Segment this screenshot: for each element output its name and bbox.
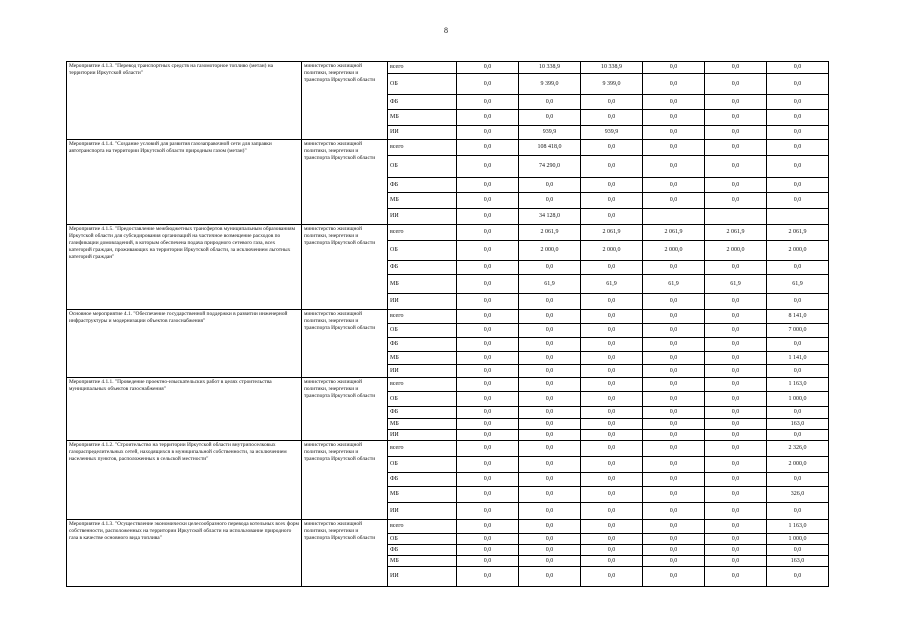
amount-cell: 0,0 [705, 140, 767, 156]
funding-source: всего [388, 225, 457, 241]
amount-cell: 0,0 [705, 338, 767, 352]
amount-cell: 0,0 [643, 62, 705, 74]
amount-cell: 0,0 [643, 503, 705, 520]
funding-source: МБ [388, 556, 457, 567]
amount-cell: 0,0 [705, 110, 767, 126]
amount-cell: 0,0 [767, 430, 829, 441]
amount-cell: 0,0 [767, 126, 829, 140]
amount-cell: 0,0 [581, 209, 643, 225]
amount-cell: 0,0 [705, 556, 767, 567]
amount-cell: 0,0 [705, 487, 767, 503]
funding-source: МБ [388, 419, 457, 430]
amount-cell: 0,0 [457, 378, 519, 392]
amount-cell: 0,0 [767, 338, 829, 352]
funding-source: МБ [388, 487, 457, 503]
amount-cell: 0,0 [705, 365, 767, 378]
amount-cell: 2 061,9 [767, 225, 829, 241]
amount-cell: 9 399,0 [581, 74, 643, 95]
amount-cell: 0,0 [705, 503, 767, 520]
responsible-executor: министерство жилищной политики, энергетики и транспорта Иркутской области [302, 225, 388, 310]
amount-cell: 0,0 [519, 441, 581, 457]
funding-source: всего [388, 140, 457, 156]
responsible-executor: министерство жилищной политики, энергетики и транспорта Иркутской области [302, 62, 388, 140]
amount-cell: 0,0 [705, 156, 767, 178]
amount-cell: 1 163,0 [767, 378, 829, 392]
amount-cell: 0,0 [643, 487, 705, 503]
amount-cell: 0,0 [705, 567, 767, 587]
amount-cell: 0,0 [581, 352, 643, 365]
amount-cell: 0,0 [581, 503, 643, 520]
amount-cell: 0,0 [457, 473, 519, 487]
funding-source: ИИ [388, 430, 457, 441]
amount-cell: 0,0 [457, 74, 519, 95]
amount-cell: 0,0 [643, 441, 705, 457]
funding-source: ОБ [388, 457, 457, 473]
amount-cell: 2 061,9 [519, 225, 581, 241]
funding-source: ОБ [388, 392, 457, 407]
amount-cell: 0,0 [457, 503, 519, 520]
amount-cell: 1 000,0 [767, 392, 829, 407]
amount-cell: 0,0 [767, 545, 829, 556]
table-row [67, 520, 829, 534]
table-row [67, 140, 829, 156]
amount-cell: 0,0 [705, 178, 767, 193]
amount-cell: 0,0 [767, 140, 829, 156]
table-row [67, 441, 829, 457]
amount-cell: 939,9 [519, 126, 581, 140]
amount-cell: 0,0 [767, 473, 829, 487]
funding-source: ФБ [388, 407, 457, 419]
funding-source: ИИ [388, 126, 457, 140]
amount-cell: 163,0 [767, 556, 829, 567]
amount-cell: 0,0 [581, 338, 643, 352]
amount-cell: 10 338,9 [519, 62, 581, 74]
amount-cell: 2 000,0 [643, 241, 705, 261]
amount-cell: 61,9 [767, 275, 829, 294]
amount-cell: 0,0 [705, 407, 767, 419]
amount-cell: 0,0 [643, 261, 705, 275]
amount-cell: 0,0 [581, 473, 643, 487]
amount-cell: 0,0 [519, 378, 581, 392]
amount-cell: 0,0 [457, 567, 519, 587]
funding-source: ИИ [388, 567, 457, 587]
amount-cell: 0,0 [767, 95, 829, 110]
amount-cell: 0,0 [581, 430, 643, 441]
funding-source: ФБ [388, 261, 457, 275]
amount-cell: 0,0 [643, 178, 705, 193]
table-row [67, 225, 829, 241]
amount-cell: 0,0 [581, 407, 643, 419]
amount-cell: 0,0 [519, 487, 581, 503]
table-row [67, 378, 829, 392]
table-body [67, 62, 829, 587]
amount-cell: 108 418,0 [519, 140, 581, 156]
amount-cell: 0,0 [457, 62, 519, 74]
funding-source: всего [388, 520, 457, 534]
amount-cell: 0,0 [581, 487, 643, 503]
amount-cell: 0,0 [705, 324, 767, 338]
responsible-executor: министерство жилищной политики, энергетики и транспорта Иркутской области [302, 378, 388, 441]
amount-cell: 0,0 [643, 140, 705, 156]
amount-cell: 2 000,0 [767, 241, 829, 261]
amount-cell: 61,9 [643, 275, 705, 294]
funding-source: ФБ [388, 545, 457, 556]
amount-cell: 1 000,0 [767, 534, 829, 545]
amount-cell: 0,0 [767, 294, 829, 310]
funding-source: ИИ [388, 365, 457, 378]
amount-cell: 2 061,9 [581, 225, 643, 241]
amount-cell: 0,0 [643, 352, 705, 365]
amount-cell: 0,0 [705, 473, 767, 487]
funding-source: всего [388, 310, 457, 324]
amount-cell: 0,0 [581, 324, 643, 338]
amount-cell: 0,0 [519, 503, 581, 520]
amount-cell: 0,0 [581, 567, 643, 587]
amount-cell: 0,0 [457, 534, 519, 545]
amount-cell: 0,0 [457, 545, 519, 556]
amount-cell: 0,0 [643, 110, 705, 126]
amount-cell: 2 061,9 [643, 225, 705, 241]
amount-cell [705, 209, 767, 225]
amount-cell: 0,0 [457, 261, 519, 275]
amount-cell: 0,0 [581, 545, 643, 556]
amount-cell: 10 338,9 [581, 62, 643, 74]
amount-cell: 0,0 [519, 261, 581, 275]
amount-cell: 0,0 [767, 567, 829, 587]
amount-cell: 0,0 [643, 419, 705, 430]
amount-cell: 0,0 [705, 294, 767, 310]
funding-source: ОБ [388, 156, 457, 178]
amount-cell: 0,0 [705, 534, 767, 545]
amount-cell: 0,0 [519, 294, 581, 310]
funding-source: ФБ [388, 338, 457, 352]
amount-cell: 0,0 [457, 209, 519, 225]
measure-description: Мероприятие 4.1.4. "Создание условий для развития газозаправочной сети для заправки автотранспорта на территории Иркутской области природным газом (метан)" [67, 140, 302, 225]
amount-cell: 0,0 [705, 310, 767, 324]
amount-cell: 0,0 [705, 419, 767, 430]
amount-cell: 0,0 [519, 178, 581, 193]
amount-cell: 61,9 [581, 275, 643, 294]
amount-cell: 0,0 [767, 110, 829, 126]
amount-cell: 61,9 [519, 275, 581, 294]
amount-cell: 0,0 [457, 193, 519, 209]
measure-description: Мероприятие 4.1.3. "Осуществление экономически целесообразного перевода котельных всех форм собственности, расположенных на территории Иркутской области на использование природного газа в качестве основного вида топлива" [67, 520, 302, 587]
amount-cell: 8 141,0 [767, 310, 829, 324]
amount-cell: 0,0 [457, 275, 519, 294]
amount-cell: 326,0 [767, 487, 829, 503]
funding-source: всего [388, 441, 457, 457]
amount-cell: 34 128,0 [519, 209, 581, 225]
amount-cell: 0,0 [457, 178, 519, 193]
amount-cell: 0,0 [705, 95, 767, 110]
amount-cell: 0,0 [581, 378, 643, 392]
amount-cell: 0,0 [705, 430, 767, 441]
amount-cell: 0,0 [643, 545, 705, 556]
amount-cell: 0,0 [767, 156, 829, 178]
amount-cell: 0,0 [705, 378, 767, 392]
amount-cell: 0,0 [643, 534, 705, 545]
amount-cell: 0,0 [457, 324, 519, 338]
amount-cell: 0,0 [457, 294, 519, 310]
amount-cell: 0,0 [457, 556, 519, 567]
amount-cell: 0,0 [581, 95, 643, 110]
funding-source: всего [388, 378, 457, 392]
measure-description: Основное мероприятие 4.1. "Обеспечение государственной поддержки в развитии инженерной инфраструктуры и модернизации объектов газоснабжения" [67, 310, 302, 378]
amount-cell: 0,0 [705, 520, 767, 534]
funding-source: ОБ [388, 324, 457, 338]
funding-source: всего [388, 62, 457, 74]
amount-cell: 0,0 [519, 534, 581, 545]
amount-cell: 7 000,0 [767, 324, 829, 338]
amount-cell: 2 000,0 [767, 457, 829, 473]
amount-cell: 0,0 [643, 156, 705, 178]
responsible-executor: министерство жилищной политики, энергетики и транспорта Иркутской области [302, 441, 388, 520]
amount-cell: 0,0 [643, 193, 705, 209]
amount-cell: 0,0 [705, 545, 767, 556]
funding-source: МБ [388, 275, 457, 294]
amount-cell: 0,0 [581, 419, 643, 430]
amount-cell: 1 141,0 [767, 352, 829, 365]
amount-cell: 0,0 [519, 352, 581, 365]
funding-source: МБ [388, 110, 457, 126]
amount-cell: 2 326,0 [767, 441, 829, 457]
amount-cell: 0,0 [705, 392, 767, 407]
amount-cell: 0,0 [581, 441, 643, 457]
amount-cell: 0,0 [581, 310, 643, 324]
amount-cell: 0,0 [643, 556, 705, 567]
amount-cell: 0,0 [519, 110, 581, 126]
amount-cell: 0,0 [643, 95, 705, 110]
amount-cell: 61,9 [705, 275, 767, 294]
amount-cell: 0,0 [457, 95, 519, 110]
amount-cell: 0,0 [767, 74, 829, 95]
amount-cell: 0,0 [519, 392, 581, 407]
amount-cell: 0,0 [457, 140, 519, 156]
amount-cell: 0,0 [581, 178, 643, 193]
amount-cell: 0,0 [519, 324, 581, 338]
amount-cell: 0,0 [767, 261, 829, 275]
amount-cell: 0,0 [705, 193, 767, 209]
measure-description: Мероприятие 4.1.5. "Предоставление межбюджетных трансфертов муниципальным образованиям Иркутской области для субсидирования организаций на частичное возмещение расходов по газификации домовладений, в которым обеспечена подача природного сетевого газа, всех категорий граждан, проживающих на территории Иркутской области, за исключением льготных категорий граждан" [67, 225, 302, 310]
amount-cell: 0,0 [519, 407, 581, 419]
amount-cell: 0,0 [581, 110, 643, 126]
funding-source: МБ [388, 352, 457, 365]
amount-cell: 9 399,0 [519, 74, 581, 95]
amount-cell: 0,0 [581, 365, 643, 378]
amount-cell: 0,0 [519, 473, 581, 487]
amount-cell: 0,0 [457, 225, 519, 241]
amount-cell: 0,0 [519, 520, 581, 534]
amount-cell: 0,0 [643, 324, 705, 338]
amount-cell: 0,0 [767, 365, 829, 378]
responsible-executor: министерство жилищной политики, энергетики и транспорта Иркутской области [302, 310, 388, 378]
amount-cell: 0,0 [581, 193, 643, 209]
amount-cell: 0,0 [519, 567, 581, 587]
amount-cell: 0,0 [519, 545, 581, 556]
amount-cell: 0,0 [581, 294, 643, 310]
amount-cell: 0,0 [643, 338, 705, 352]
funding-source: ИИ [388, 503, 457, 520]
amount-cell: 0,0 [581, 392, 643, 407]
amount-cell: 0,0 [519, 365, 581, 378]
amount-cell: 0,0 [705, 261, 767, 275]
amount-cell: 0,0 [457, 487, 519, 503]
amount-cell: 939,9 [581, 126, 643, 140]
amount-cell: 0,0 [581, 520, 643, 534]
amount-cell: 0,0 [767, 407, 829, 419]
budget-table [66, 61, 829, 587]
amount-cell: 0,0 [705, 441, 767, 457]
funding-source: ОБ [388, 241, 457, 261]
amount-cell: 0,0 [643, 310, 705, 324]
amount-cell: 0,0 [705, 62, 767, 74]
amount-cell: 1 163,0 [767, 520, 829, 534]
amount-cell: 0,0 [519, 419, 581, 430]
amount-cell: 0,0 [643, 126, 705, 140]
amount-cell: 0,0 [457, 430, 519, 441]
amount-cell: 0,0 [767, 193, 829, 209]
amount-cell: 0,0 [581, 261, 643, 275]
amount-cell: 0,0 [457, 392, 519, 407]
amount-cell: 0,0 [643, 457, 705, 473]
amount-cell: 2 000,0 [581, 241, 643, 261]
amount-cell: 0,0 [457, 352, 519, 365]
funding-source: ФБ [388, 473, 457, 487]
amount-cell: 0,0 [643, 567, 705, 587]
measure-description: Мероприятие 4.1.3. "Перевод транспортных средств на газомоторное топливо (метан) на территории Иркутской области" [67, 62, 302, 140]
amount-cell: 0,0 [457, 407, 519, 419]
amount-cell: 0,0 [457, 126, 519, 140]
amount-cell: 0,0 [705, 126, 767, 140]
amount-cell: 0,0 [519, 95, 581, 110]
funding-source: ОБ [388, 534, 457, 545]
amount-cell: 2 061,9 [705, 225, 767, 241]
amount-cell: 0,0 [519, 338, 581, 352]
amount-cell: 0,0 [457, 457, 519, 473]
amount-cell: 0,0 [581, 556, 643, 567]
amount-cell: 0,0 [643, 392, 705, 407]
amount-cell: 0,0 [767, 503, 829, 520]
amount-cell: 0,0 [643, 430, 705, 441]
measure-description: Мероприятие 4.1.2. "Строительство на территории Иркутской области внутрипоселковых газораспределительных сетей, находящихся в муниципальной собственности, за исключением населенных пунктов, расположенных в сельской местности" [67, 441, 302, 520]
funding-source: МБ [388, 193, 457, 209]
amount-cell: 0,0 [519, 457, 581, 473]
funding-source: ФБ [388, 95, 457, 110]
responsible-executor: министерство жилищной политики, энергетики и транспорта Иркутской области [302, 140, 388, 225]
amount-cell: 0,0 [581, 140, 643, 156]
amount-cell: 0,0 [767, 62, 829, 74]
table-row [67, 62, 829, 74]
page-number: 8 [444, 26, 448, 35]
amount-cell: 2 000,0 [519, 241, 581, 261]
amount-cell: 0,0 [457, 419, 519, 430]
amount-cell: 0,0 [457, 110, 519, 126]
amount-cell: 2 000,0 [705, 241, 767, 261]
amount-cell: 0,0 [643, 520, 705, 534]
funding-source: ИИ [388, 294, 457, 310]
amount-cell: 0,0 [643, 294, 705, 310]
amount-cell: 0,0 [581, 534, 643, 545]
amount-cell: 0,0 [643, 74, 705, 95]
amount-cell: 0,0 [457, 310, 519, 324]
amount-cell: 0,0 [643, 365, 705, 378]
amount-cell: 0,0 [705, 457, 767, 473]
funding-source: ИИ [388, 209, 457, 225]
amount-cell: 0,0 [705, 74, 767, 95]
amount-cell: 0,0 [643, 473, 705, 487]
amount-cell [643, 209, 705, 225]
amount-cell: 163,0 [767, 419, 829, 430]
amount-cell: 0,0 [457, 156, 519, 178]
amount-cell: 0,0 [457, 338, 519, 352]
responsible-executor: министерство жилищной политики, энергетики и транспорта Иркутской области [302, 520, 388, 587]
amount-cell: 0,0 [457, 365, 519, 378]
table-row [67, 310, 829, 324]
amount-cell: 0,0 [519, 430, 581, 441]
amount-cell: 0,0 [457, 520, 519, 534]
amount-cell: 0,0 [519, 310, 581, 324]
amount-cell: 0,0 [457, 241, 519, 261]
measure-description: Мероприятие 4.1.1. "Проведение проектно-изыскательских работ в целях строительства муниципальных объектов газоснабжения" [67, 378, 302, 441]
amount-cell: 0,0 [519, 193, 581, 209]
amount-cell: 0,0 [705, 352, 767, 365]
amount-cell: 0,0 [581, 457, 643, 473]
amount-cell: 0,0 [643, 378, 705, 392]
amount-cell: 0,0 [519, 556, 581, 567]
funding-source: ФБ [388, 178, 457, 193]
amount-cell: 0,0 [581, 156, 643, 178]
amount-cell: 0,0 [643, 407, 705, 419]
amount-cell: 0,0 [767, 178, 829, 193]
amount-cell [767, 209, 829, 225]
funding-source: ОБ [388, 74, 457, 95]
amount-cell: 74 290,0 [519, 156, 581, 178]
amount-cell: 0,0 [457, 441, 519, 457]
